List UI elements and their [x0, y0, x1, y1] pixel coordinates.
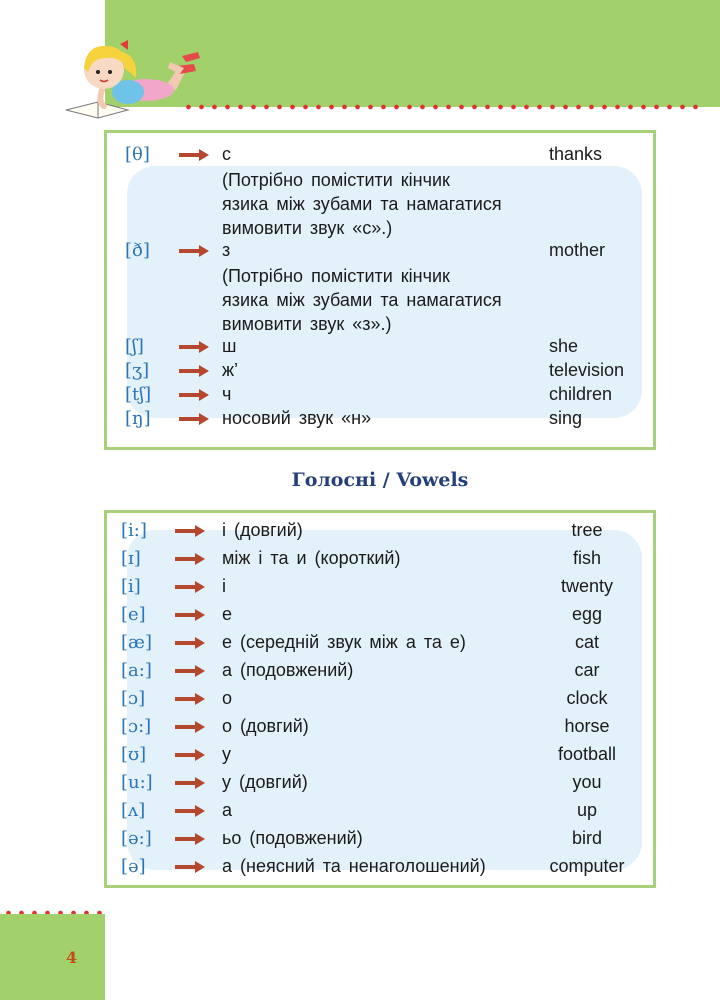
table-row [107, 520, 653, 544]
table-row [107, 384, 653, 408]
ukrainian-sound: с [222, 144, 231, 164]
ukrainian-sound: у [222, 744, 231, 764]
example-word: television [549, 360, 625, 380]
ipa-symbol: [ə] [121, 856, 146, 877]
example-word: tree [571, 520, 603, 540]
ipa-symbol: [ɪ] [121, 548, 141, 569]
table-row [107, 716, 653, 740]
example-word: cat [574, 632, 599, 652]
ipa-symbol: [ʒ] [125, 360, 150, 381]
ukrainian-sound: носовий звук «н» [222, 408, 372, 428]
arrow-icon [175, 637, 205, 649]
ukrainian-sound: і (довгий) [222, 520, 303, 540]
example-word: bird [571, 828, 602, 848]
arrow-icon [179, 341, 209, 353]
ipa-symbol: [θ] [125, 144, 150, 165]
example-word: computer [549, 856, 625, 876]
ukrainian-sound: і [222, 576, 226, 596]
ipa-symbol: [i] [121, 576, 141, 597]
ipa-symbol: [æ] [121, 632, 152, 653]
table-row [107, 772, 653, 796]
ukrainian-sound: а (неясний та ненаголошений) [222, 856, 486, 876]
table-row [107, 408, 653, 432]
page-number: 4 [66, 948, 78, 967]
example-word: football [557, 744, 617, 764]
consonants-table [104, 130, 656, 450]
example-word: horse [564, 716, 610, 736]
arrow-icon [179, 245, 209, 257]
arrow-icon [175, 525, 205, 537]
reading-girl-illustration [58, 28, 218, 123]
pronunciation-note: (Потрібно помістити кінчик язика між зубами та намагатися вимовити звук «з».) [222, 266, 502, 334]
ukrainian-sound: з [222, 240, 231, 260]
pronunciation-note: (Потрібно помістити кінчик язика між зубами та намагатися вимовити звук «с».) [222, 170, 502, 238]
example-word: fish [572, 548, 601, 568]
ukrainian-sound: о [222, 688, 233, 708]
table-row [107, 576, 653, 600]
ukrainian-sound: е (середній звук між а та е) [222, 632, 466, 652]
ipa-symbol: [ð] [125, 240, 150, 261]
arrow-icon [179, 149, 209, 161]
example-word: she [549, 336, 579, 356]
ipa-symbol: [ʃ] [125, 336, 144, 357]
ukrainian-sound: а [222, 800, 233, 820]
arrow-icon [179, 389, 209, 401]
table-row [107, 548, 653, 572]
ipa-symbol: [i:] [121, 520, 147, 541]
ipa-symbol: [e] [121, 604, 146, 625]
table-row [107, 336, 653, 360]
example-word: egg [571, 604, 603, 624]
arrow-icon [175, 665, 205, 677]
example-word: up [576, 800, 598, 820]
table-row [107, 688, 653, 712]
arrow-icon [179, 413, 209, 425]
table-row [107, 240, 653, 264]
table-row [107, 604, 653, 628]
ukrainian-sound: ч [222, 384, 232, 404]
ipa-symbol: [u:] [121, 772, 153, 793]
table-row [107, 144, 653, 168]
arrow-icon [175, 693, 205, 705]
ukrainian-sound: е [222, 604, 233, 624]
ukrainian-sound: а (подовжений) [222, 660, 354, 680]
table-row [107, 632, 653, 656]
arrow-icon [175, 833, 205, 845]
example-word: thanks [549, 144, 603, 164]
ukrainian-sound: ш [222, 336, 237, 356]
footer-band [0, 914, 105, 1000]
arrow-icon [175, 581, 205, 593]
table-row [107, 856, 653, 880]
ukrainian-sound: ж’ [222, 360, 239, 380]
ipa-symbol: [ɔ:] [121, 716, 152, 737]
arrow-icon [175, 861, 205, 873]
ukrainian-sound: о (довгий) [222, 716, 309, 736]
header-dotted-line [182, 103, 702, 111]
example-word: twenty [560, 576, 614, 596]
arrow-icon [175, 777, 205, 789]
arrow-icon [175, 553, 205, 565]
example-word: children [549, 384, 613, 404]
example-word: sing [549, 408, 583, 428]
table-row [107, 360, 653, 384]
arrow-icon [179, 365, 209, 377]
ipa-symbol: [ə:] [121, 828, 152, 849]
ukrainian-sound: між і та и (короткий) [222, 548, 401, 568]
ipa-symbol: [ʌ] [121, 800, 146, 821]
table-row [107, 800, 653, 824]
vowels-table [104, 510, 656, 888]
ipa-symbol: [ɔ] [121, 688, 146, 709]
example-word: mother [549, 240, 606, 260]
ukrainian-sound: у (довгий) [222, 772, 308, 792]
table-row [107, 660, 653, 684]
arrow-icon [175, 749, 205, 761]
vowels-heading: Голосні / Vowels [291, 469, 469, 491]
arrow-icon [175, 721, 205, 733]
example-word: car [574, 660, 600, 680]
ipa-symbol: [ʊ] [121, 744, 147, 765]
table-row [107, 744, 653, 768]
ipa-symbol: [ŋ] [125, 408, 151, 429]
arrow-icon [175, 609, 205, 621]
arrow-icon [175, 805, 205, 817]
ipa-symbol: [tʃ] [125, 384, 152, 405]
example-word: clock [566, 688, 608, 708]
ipa-symbol: [a:] [121, 660, 152, 681]
table-row [107, 828, 653, 852]
example-word: you [572, 772, 602, 792]
ukrainian-sound: ьо (подовжений) [222, 828, 363, 848]
